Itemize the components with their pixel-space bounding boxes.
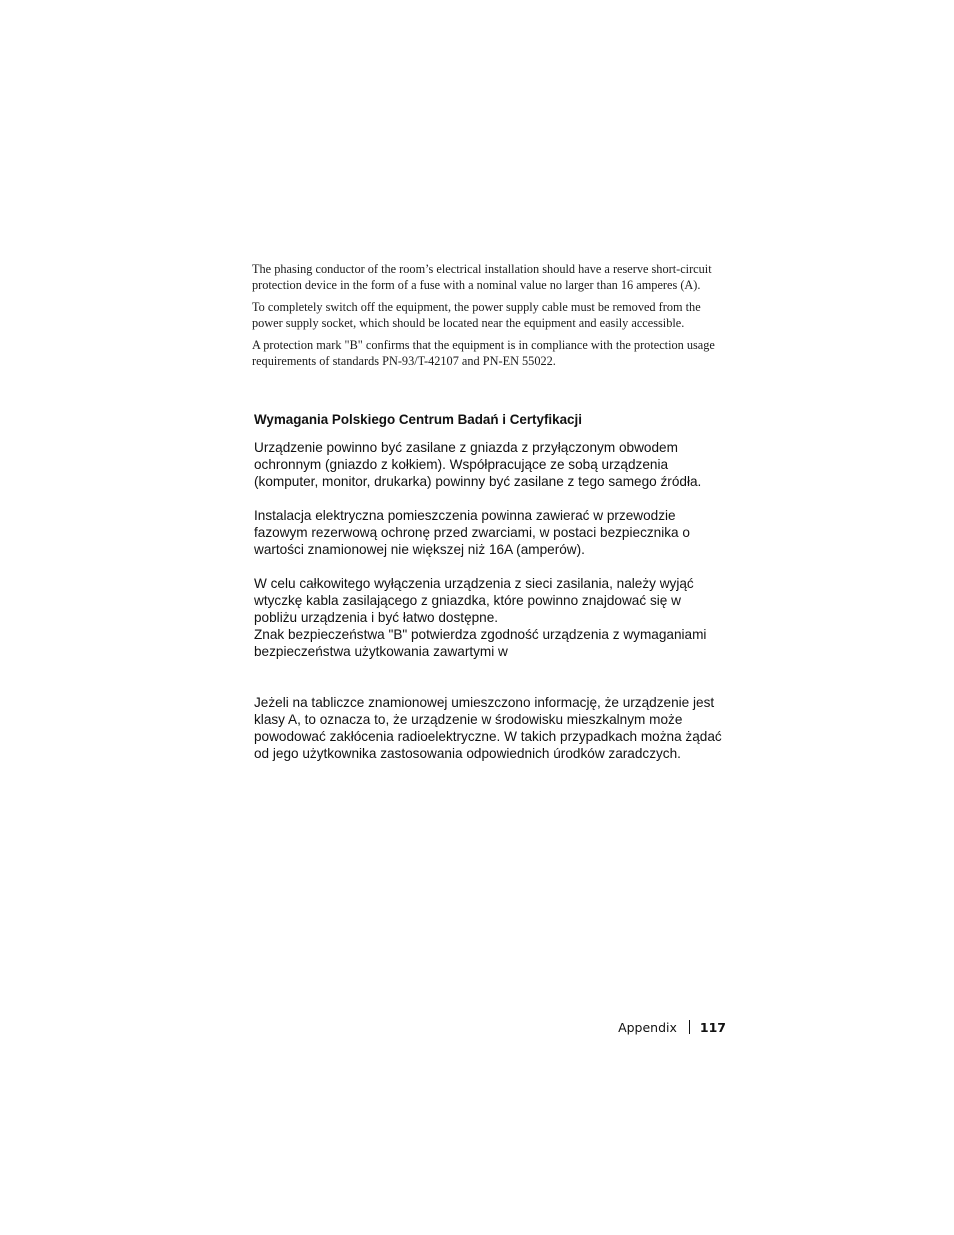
polish-paragraph-power-off: W celu całkowitego wyłączenia urządzenia z sieci zasilania, należy wyjąć wtyczkę kabla zasilającego z gniazdka, które powinno znajdować się w pobliżu urządzenia i być łatwo dostępne. — [254, 576, 694, 625]
polish-section — [254, 411, 724, 762]
polish-section-heading: Wymagania Polskiego Centrum Badań i Certyfikacji — [254, 412, 582, 427]
polish-paragraph-protection-mark: Znak bezpieczeństwa "B" potwierdza zgodność urządzenia z wymaganiami bezpieczeństwa użytkowania zawartymi w — [254, 627, 707, 659]
page-footer — [600, 1020, 726, 1035]
english-paragraph-protection-mark: A protection mark "B" confirms that the equipment is in compliance with the protection usage requirements of standards PN-93/T-42107 and PN-EN 55022. — [252, 338, 715, 368]
english-paragraph-fuse: The phasing conductor of the room’s electrical installation should have a reserve short-circuit protection device in the form of a fuse with a nominal value no larger than 16 amperes (A). — [252, 262, 712, 292]
polish-paragraph-socket: Urządzenie powinno być zasilane z gniazda z przyłączonym obwodem ochronnym (gniazdo z kołkiem). Współpracujące ze sobą urządzenia (komputer, monitor, drukarka) powinny być zasilane z tego samego źródła. — [254, 440, 702, 489]
english-paragraph-power-off: To completely switch off the equipment, the power supply cable must be removed from the power supply socket, which should be located near the equipment and easily accessible. — [252, 300, 701, 330]
footer-separator — [689, 1020, 690, 1034]
footer-section-label: Appendix — [618, 1020, 677, 1035]
english-text-block — [252, 262, 730, 376]
page-number: 117 — [699, 1020, 726, 1035]
polish-paragraph-fuse: Instalacja elektryczna pomieszczenia powinna zawierać w przewodzie fazowym rezerwową ochronę przed zwarciami, w postaci bezpiecznika o wartości znamionowej nie większej niż 16A (amperów). — [254, 508, 690, 557]
polish-paragraph-class-a: Jeżeli na tabliczce znamionowej umieszczono informację, że urządzenie jest klasy A, to oznacza to, że urządzenie w środowisku mieszkalnym może powodować zakłócenia radioelektryczne. W takich przypadkach można żądać od jego użytkownika zastosowania odpowiednich úrodków zaradczych. — [254, 695, 722, 761]
